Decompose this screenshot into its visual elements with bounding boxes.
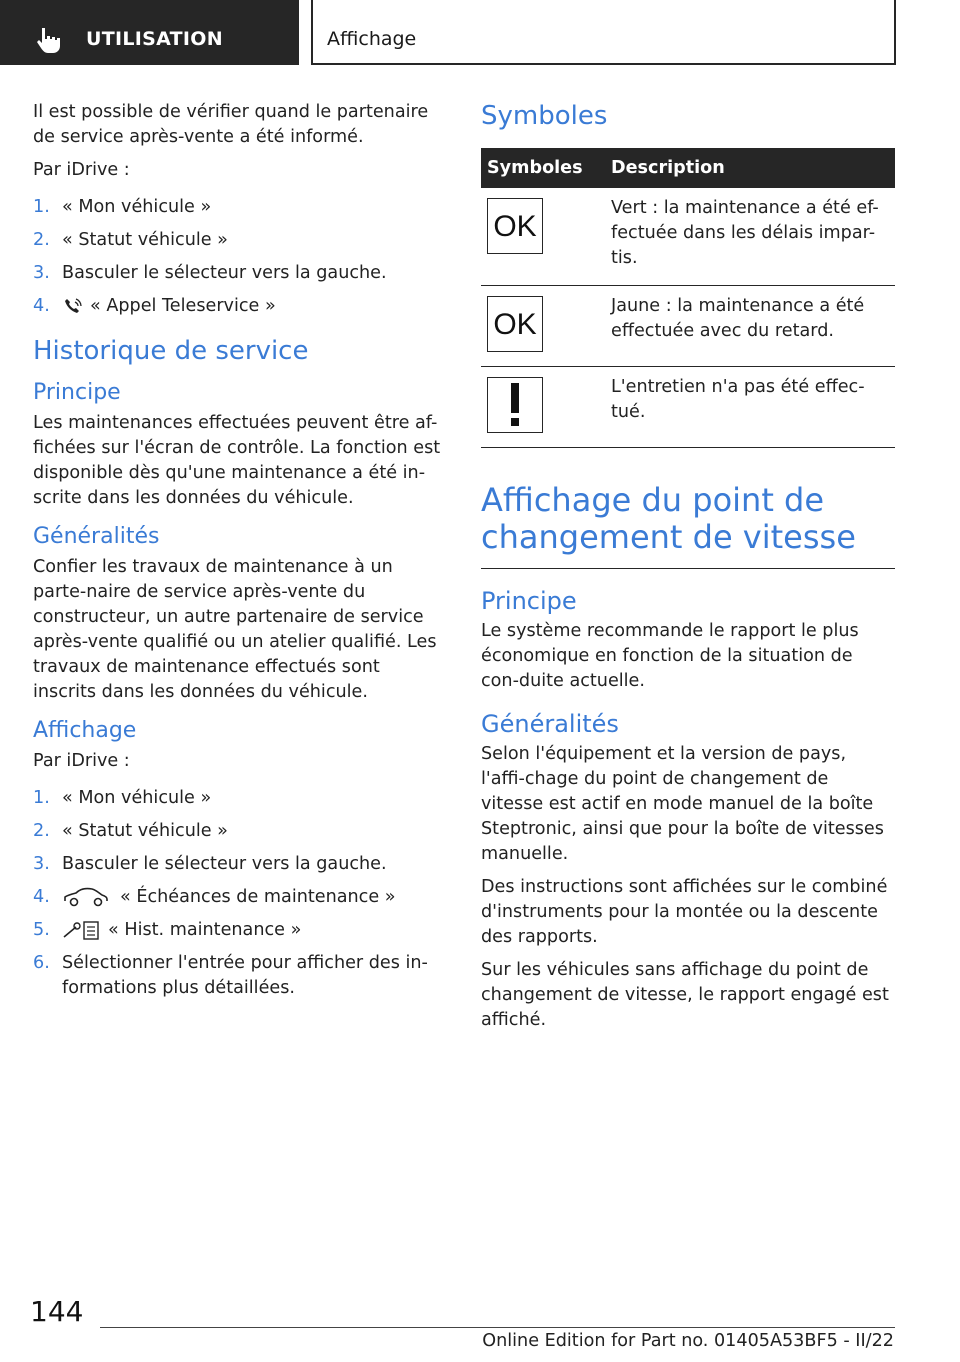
ok-green-icon: OK — [487, 198, 543, 254]
list-item: 4. « Échéances de maintenance » — [33, 887, 396, 907]
generalites-paragraph-3: Sur les véhicules sans affichage du point de changement de vitesse, le rapport engagé est affiché. — [481, 960, 889, 1030]
footer-divider — [100, 1327, 895, 1328]
heading-principe: Principe — [481, 587, 577, 615]
list-item: 3. Basculer le sélecteur vers la gauche. — [33, 263, 387, 283]
exclamation-icon — [487, 377, 543, 433]
list-item: 2. « Statut véhicule » — [33, 230, 228, 250]
column-header-description: Description — [605, 148, 895, 188]
section-title: UTILISATION — [86, 28, 223, 50]
row-description: Vert : la maintenance a été ef-fectuée dans les délais impar-tis. — [605, 188, 895, 286]
column-header-symbol: Symboles — [481, 148, 605, 188]
list-item: 5. « Hist. maintenance » — [33, 920, 302, 940]
car-icon — [62, 886, 110, 908]
idrive-label: Par iDrive : — [33, 751, 130, 771]
right-column — [481, 100, 895, 1041]
heading-generalites: Généralités — [33, 524, 160, 549]
heading-service-history: Historique de service — [33, 336, 309, 366]
symbols-table — [481, 148, 895, 448]
page-number: 144 — [30, 1295, 84, 1328]
heading-divider — [481, 568, 895, 569]
principe-paragraph: Le système recommande le rapport le plus économique en fonction de la situation de con-duite actuelle. — [481, 621, 859, 691]
list-item: 6. Sélectionner l'entrée pour afficher des in-formations plus détaillées. — [33, 953, 428, 998]
list-item: 2. « Statut véhicule » — [33, 821, 228, 841]
heading-principe: Principe — [33, 380, 121, 405]
topic-title: Affichage — [327, 28, 417, 50]
heading-symboles: Symboles — [481, 101, 608, 131]
list-item: 3. Basculer le sélecteur vers la gauche. — [33, 854, 387, 874]
service-history-icon — [62, 919, 102, 941]
row-description: L'entretien n'a pas été effec-tué. — [605, 367, 895, 448]
steps-list-2 — [33, 786, 445, 1001]
generalites-paragraph: Confier les travaux de maintenance à un parte-naire de service après-vente du constructeur, un autre partenaire de service après-vente qualifié ou un atelier qualifié. Les travaux de maintenance effectués sont inscrits dans les données du véhicule. — [33, 557, 437, 702]
list-item: 1. « Mon véhicule » — [33, 197, 212, 217]
edition-note: Online Edition for Part no. 01405A53BF5 - II/22 — [482, 1331, 894, 1351]
topic-header — [311, 0, 896, 65]
voice-call-icon — [62, 296, 84, 316]
heading-shift-point: Affichage du point de changement de vitesse — [481, 481, 856, 556]
hand-pointer-icon — [34, 26, 66, 54]
ok-yellow-icon: OK — [487, 296, 543, 352]
table-row — [481, 286, 895, 367]
idrive-label: Par iDrive : — [33, 160, 130, 180]
table-row — [481, 188, 895, 286]
left-column — [33, 100, 445, 1009]
heading-affichage: Affichage — [33, 718, 137, 743]
intro-paragraph: Il est possible de vérifier quand le partenaire de service après-vente a été informé. — [33, 102, 429, 147]
section-header — [0, 0, 299, 65]
generalites-paragraph-2: Des instructions sont affichées sur le combiné d'instruments pour la montée ou la descente des rapports. — [481, 877, 888, 947]
list-item: 1. « Mon véhicule » — [33, 788, 212, 808]
list-item: 4. « Appel Teleservice » — [33, 296, 276, 316]
principe-paragraph: Les maintenances effectuées peuvent être af-fichées sur l'écran de contrôle. La fonction est disponible dès qu'une maintenance a été in-scrite dans les données du véhicule. — [33, 413, 441, 508]
row-description: Jaune : la maintenance a été effectuée avec du retard. — [605, 286, 895, 367]
generalites-paragraph-1: Selon l'équipement et la version de pays, l'affi-chage du point de changement de vitesse est actif en mode manuel de la boîte Steptronic, ainsi que pour la boîte de vitesses manuelle. — [481, 744, 884, 864]
heading-generalites: Généralités — [481, 710, 619, 738]
steps-list-1 — [33, 195, 445, 319]
table-row — [481, 367, 895, 448]
